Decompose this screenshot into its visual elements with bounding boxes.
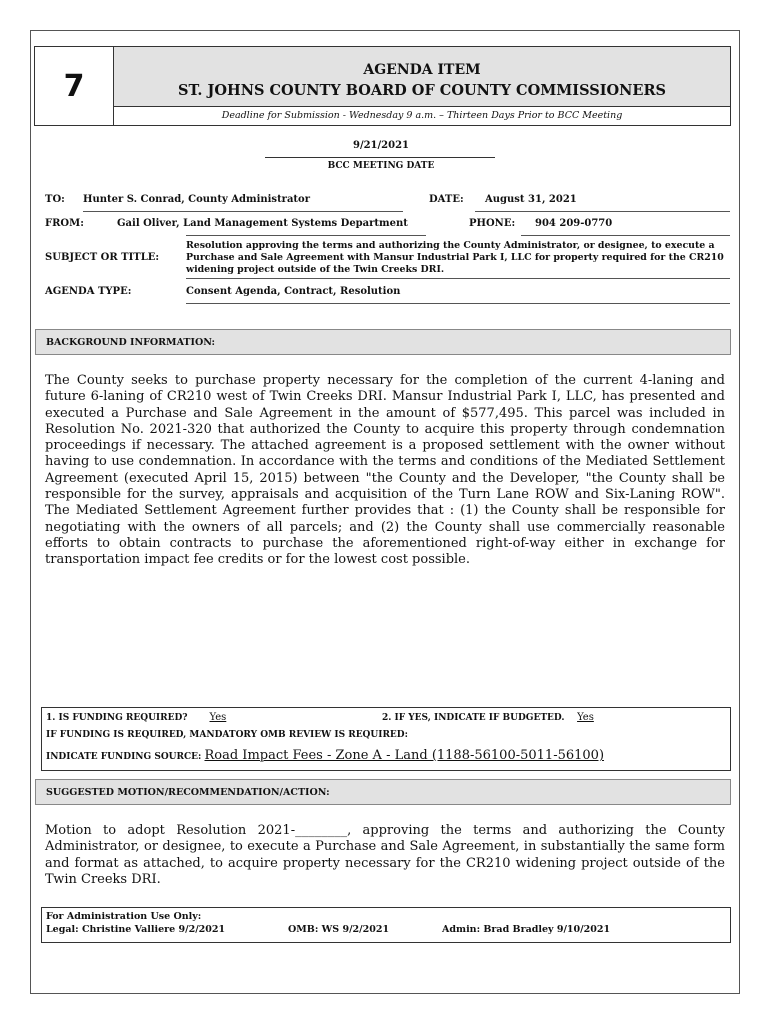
- admin-admin: Admin: Brad Bradley 9/10/2021: [442, 924, 611, 935]
- deadline-note: Deadline for Submission - Wednesday 9 a.m. – Thirteen Days Prior to BCC Meeting: [113, 106, 731, 126]
- phone-value: 904 209-0770: [535, 218, 613, 229]
- funding-source-label: INDICATE FUNDING SOURCE:: [46, 752, 202, 762]
- subject-underline: [186, 278, 730, 279]
- funding-required-label: 1. IS FUNDING REQUIRED?: [46, 713, 188, 723]
- agenda-item-number: 7: [34, 46, 114, 126]
- agenda-type-underline: [186, 303, 730, 304]
- admin-omb: OMB: WS 9/2/2021: [288, 924, 390, 935]
- agenda-title-box: [113, 46, 731, 107]
- agenda-title-line2: ST. JOHNS COUNTY BOARD OF COUNTY COMMISSIONERS: [178, 82, 666, 99]
- funding-source-row: [46, 748, 604, 763]
- from-value: Gail Oliver, Land Management Systems Department: [117, 218, 408, 229]
- subject-value: Resolution approving the terms and authorizing the County Administrator, or designee, to execute a Purchase and Sale Agreement with Mansur Industrial Park I, LLC for property required for the CR210 widening project outside of the Twin Creeks DRI.: [186, 240, 724, 275]
- omb-note: IF FUNDING IS REQUIRED, MANDATORY OMB REVIEW IS REQUIRED:: [46, 730, 408, 740]
- meeting-date-label: BCC MEETING DATE: [327, 161, 435, 171]
- date-underline: [475, 211, 730, 212]
- from-label: FROM:: [45, 218, 84, 229]
- budgeted-row: [382, 712, 600, 723]
- motion-heading: SUGGESTED MOTION/RECOMMENDATION/ACTION:: [35, 779, 731, 805]
- to-label: TO:: [45, 194, 65, 205]
- funding-required-row: [46, 712, 245, 723]
- subject-label: SUBJECT OR TITLE:: [45, 252, 160, 263]
- admin-legal: Legal: Christine Valliere 9/2/2021: [46, 924, 226, 935]
- agenda-type-label: AGENDA TYPE:: [45, 286, 132, 297]
- to-underline: [83, 211, 403, 212]
- date-value: August 31, 2021: [485, 194, 577, 205]
- meeting-date: 9/21/2021: [352, 140, 409, 151]
- agenda-page: [30, 30, 740, 994]
- funding-box: [41, 707, 731, 771]
- agenda-title-line1: AGENDA ITEM: [363, 62, 481, 78]
- funding-required-value: Yes: [209, 712, 227, 723]
- motion-text: Motion to adopt Resolution 2021-________, approving the terms and authorizing the County Administrator, or designee, to execute a Purchase and Sale Agreement, in substantially the same form and format as attached, to acquire property necessary for the CR210 widening project outside of the Twin Creeks DRI.: [45, 823, 725, 887]
- background-heading: BACKGROUND INFORMATION:: [35, 329, 731, 355]
- agenda-type-value: Consent Agenda, Contract, Resolution: [186, 286, 401, 297]
- admin-heading: For Administration Use Only:: [46, 911, 202, 922]
- background-text: The County seeks to purchase property necessary for the completion of the current 4-laning and future 6-laning of CR210 west of Twin Creeks DRI. Mansur Industrial Park I, LLC, has presented and executed a Purchase and Sale Agreement in the amount of $577,495. This parcel was included in Resolution No. 2021-320 that authorized the County to acquire this property through condemnation proceedings if necessary. The attached agreement is a proposed settlement with the owner without having to use condemnation. In accordance with the terms and conditions of the Mediated Settlement Agreement (executed April 15, 2015) between "the County and the Developer, "the County shall be responsible for the survey, appraisals and acquisition of the Turn Lane ROW and Six-Laning ROW". The Mediated Settlement Agreement further provides that : (1) the County shall be responsible for negotiating with the owners of all parcels; and (2) the County shall use commercially reasonable efforts to obtain contracts to purchase the aforementioned right-of-way either in exchange for transportation impact fee credits or for the lowest cost possible.: [45, 373, 725, 568]
- meeting-date-line: [265, 157, 495, 158]
- admin-box: [41, 907, 731, 943]
- date-label: DATE:: [429, 194, 464, 205]
- funding-source-value: Road Impact Fees - Zone A - Land (1188-56100-5011-56100): [204, 748, 605, 763]
- agenda-header: [34, 46, 731, 126]
- phone-underline: [521, 235, 730, 236]
- budgeted-value: Yes: [577, 712, 594, 723]
- budgeted-label: 2. IF YES, INDICATE IF BUDGETED.: [382, 713, 565, 723]
- from-underline: [186, 235, 426, 236]
- to-value: Hunter S. Conrad, County Administrator: [83, 194, 310, 205]
- phone-label: PHONE:: [469, 218, 516, 229]
